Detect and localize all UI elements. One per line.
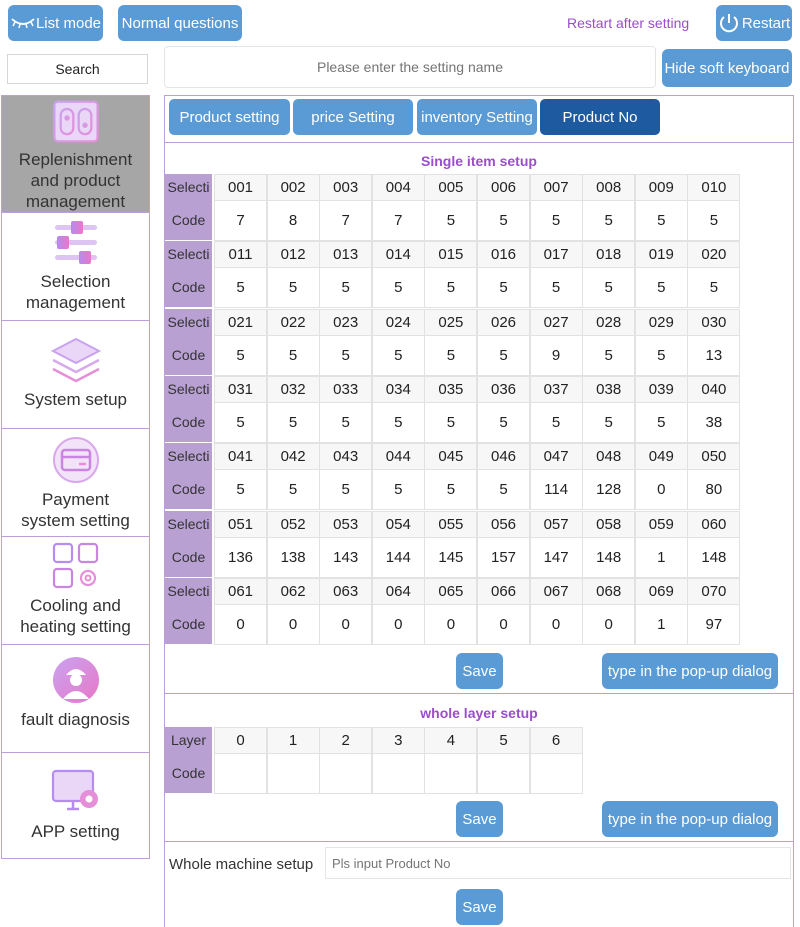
code-cell[interactable]: 9 bbox=[530, 335, 583, 376]
selection-number: 061 bbox=[214, 578, 267, 605]
restart-hint: Restart after setting bbox=[567, 15, 690, 31]
selection-number: 047 bbox=[530, 443, 583, 470]
selection-number: 036 bbox=[477, 376, 530, 403]
tab-product-setting[interactable]: Product setting bbox=[169, 99, 290, 135]
sidebar-item-label: Selection management bbox=[25, 272, 126, 312]
selection-number: 054 bbox=[372, 511, 425, 538]
selection-number: 016 bbox=[477, 241, 530, 268]
code-cell[interactable]: 5 bbox=[424, 267, 477, 308]
code-cell[interactable]: 5 bbox=[530, 200, 583, 241]
code-cell[interactable]: 138 bbox=[267, 537, 320, 578]
tab-product-no[interactable]: Product No bbox=[540, 99, 660, 135]
sidebar-item-app-setting[interactable] bbox=[2, 753, 149, 859]
selection-number: 051 bbox=[214, 511, 267, 538]
divider bbox=[165, 841, 793, 842]
code-cell[interactable]: 5 bbox=[582, 335, 635, 376]
restart-button[interactable] bbox=[716, 5, 792, 41]
code-cell[interactable]: 114 bbox=[530, 469, 583, 510]
layer-code-cell[interactable] bbox=[477, 753, 530, 794]
list-mode-button[interactable] bbox=[8, 5, 103, 41]
selection-number: 062 bbox=[267, 578, 320, 605]
code-cell[interactable]: 5 bbox=[267, 469, 320, 510]
code-cell[interactable]: 5 bbox=[424, 402, 477, 443]
whole-layer-title: whole layer setup bbox=[420, 705, 538, 721]
single-item-popup-button[interactable]: type in the pop-up dialog bbox=[602, 653, 778, 689]
selection-number: 021 bbox=[214, 309, 267, 336]
selection-number: 039 bbox=[635, 376, 688, 403]
code-cell[interactable]: 5 bbox=[477, 335, 530, 376]
code-cell[interactable]: 147 bbox=[530, 537, 583, 578]
eye-closed-icon bbox=[10, 17, 36, 29]
sidebar-item-payment[interactable] bbox=[2, 429, 149, 537]
selection-number: 018 bbox=[582, 241, 635, 268]
grid-row bbox=[165, 443, 742, 511]
row-header-code: Code bbox=[165, 753, 212, 793]
selection-number: 028 bbox=[582, 309, 635, 336]
code-cell[interactable]: 0 bbox=[214, 604, 267, 645]
grid-row bbox=[165, 309, 742, 377]
layer-code-cell[interactable] bbox=[530, 753, 583, 794]
sidebar-item-label: Payment system setting bbox=[21, 490, 130, 530]
grid-row bbox=[165, 241, 742, 309]
code-cell[interactable]: 148 bbox=[687, 537, 740, 578]
code-cell[interactable]: 5 bbox=[635, 267, 688, 308]
grid-row bbox=[165, 376, 742, 444]
code-cell[interactable]: 5 bbox=[477, 267, 530, 308]
selection-number: 029 bbox=[635, 309, 688, 336]
sliders-icon bbox=[49, 217, 103, 267]
selection-number: 045 bbox=[424, 443, 477, 470]
sidebar-item-replenishment[interactable] bbox=[2, 96, 149, 213]
code-cell[interactable]: 5 bbox=[635, 335, 688, 376]
payment-card-icon bbox=[49, 435, 103, 485]
selection-number: 052 bbox=[267, 511, 320, 538]
row-header-code: Code bbox=[165, 402, 212, 442]
selection-number: 015 bbox=[424, 241, 477, 268]
whole-machine-save-button[interactable]: Save bbox=[456, 889, 503, 925]
code-cell[interactable]: 5 bbox=[424, 335, 477, 376]
code-cell[interactable]: 5 bbox=[319, 335, 372, 376]
selection-number: 041 bbox=[214, 443, 267, 470]
code-cell[interactable]: 5 bbox=[477, 200, 530, 241]
code-cell[interactable]: 5 bbox=[687, 267, 740, 308]
code-cell[interactable]: 0 bbox=[424, 604, 477, 645]
engineer-icon bbox=[49, 655, 103, 705]
selection-number: 002 bbox=[267, 174, 320, 201]
monitor-gear-icon bbox=[49, 767, 103, 817]
code-cell[interactable]: 0 bbox=[477, 604, 530, 645]
selection-number: 035 bbox=[424, 376, 477, 403]
selection-number: 044 bbox=[372, 443, 425, 470]
selection-number: 068 bbox=[582, 578, 635, 605]
code-cell[interactable]: 144 bbox=[372, 537, 425, 578]
selection-number: 008 bbox=[582, 174, 635, 201]
row-header-code: Code bbox=[165, 469, 212, 509]
code-cell[interactable]: 0 bbox=[530, 604, 583, 645]
sidebar bbox=[1, 95, 150, 859]
row-header-code: Code bbox=[165, 537, 212, 577]
whole-machine-label: Whole machine setup bbox=[169, 856, 314, 873]
code-cell[interactable]: 136 bbox=[214, 537, 267, 578]
code-cell[interactable]: 0 bbox=[635, 469, 688, 510]
restart-label: Restart bbox=[741, 14, 791, 32]
grid-gear-icon bbox=[49, 541, 103, 591]
code-cell[interactable]: 0 bbox=[319, 604, 372, 645]
code-cell[interactable]: 5 bbox=[267, 402, 320, 443]
single-item-title: Single item setup bbox=[421, 153, 537, 169]
code-cell[interactable]: 148 bbox=[582, 537, 635, 578]
sidebar-item-selection[interactable] bbox=[2, 213, 149, 321]
code-cell[interactable]: 5 bbox=[582, 200, 635, 241]
code-cell[interactable]: 5 bbox=[635, 200, 688, 241]
selection-number: 020 bbox=[687, 241, 740, 268]
selection-number: 033 bbox=[319, 376, 372, 403]
selection-number: 023 bbox=[319, 309, 372, 336]
row-header-layer: Layer bbox=[165, 727, 212, 753]
selection-number: 046 bbox=[477, 443, 530, 470]
selection-number: 042 bbox=[267, 443, 320, 470]
sidebar-item-label: Cooling and heating setting bbox=[20, 596, 131, 636]
selection-number: 067 bbox=[530, 578, 583, 605]
code-cell[interactable]: 157 bbox=[477, 537, 530, 578]
code-cell[interactable]: 5 bbox=[530, 402, 583, 443]
single-item-save-button[interactable]: Save bbox=[456, 653, 503, 689]
selection-number: 024 bbox=[372, 309, 425, 336]
selection-number: 048 bbox=[582, 443, 635, 470]
hide-keyboard-button[interactable]: Hide soft keyboard bbox=[662, 49, 792, 87]
code-cell[interactable]: 5 bbox=[372, 267, 425, 308]
layer-number: 1 bbox=[267, 727, 320, 754]
replenishment-icon bbox=[49, 100, 103, 145]
selection-number: 053 bbox=[319, 511, 372, 538]
sidebar-item-cooling-heating[interactable] bbox=[2, 537, 149, 645]
layer-number: 0 bbox=[214, 727, 267, 754]
row-header-selection: Selecti bbox=[165, 241, 212, 267]
code-cell[interactable]: 5 bbox=[214, 267, 267, 308]
selection-number: 060 bbox=[687, 511, 740, 538]
tab-price-setting[interactable]: price Setting bbox=[293, 99, 413, 135]
code-cell[interactable]: 7 bbox=[319, 200, 372, 241]
grid-row bbox=[165, 727, 585, 795]
code-cell[interactable]: 5 bbox=[687, 200, 740, 241]
selection-number: 069 bbox=[635, 578, 688, 605]
layer-number: 2 bbox=[319, 727, 372, 754]
selection-number: 066 bbox=[477, 578, 530, 605]
sidebar-item-label: System setup bbox=[24, 390, 127, 409]
code-cell[interactable]: 97 bbox=[687, 604, 740, 645]
normal-questions-button[interactable]: Normal questions bbox=[118, 5, 242, 41]
row-header-selection: Selecti bbox=[165, 578, 212, 604]
code-cell[interactable]: 145 bbox=[424, 537, 477, 578]
sidebar-item-system-setup[interactable] bbox=[2, 321, 149, 429]
whole-layer-popup-button[interactable]: type in the pop-up dialog bbox=[602, 801, 778, 837]
code-cell[interactable]: 7 bbox=[372, 200, 425, 241]
layer-number: 3 bbox=[372, 727, 425, 754]
whole-layer-save-button[interactable]: Save bbox=[456, 801, 503, 837]
selection-number: 019 bbox=[635, 241, 688, 268]
selection-number: 001 bbox=[214, 174, 267, 201]
code-cell[interactable]: 5 bbox=[424, 469, 477, 510]
selection-number: 070 bbox=[687, 578, 740, 605]
selection-number: 022 bbox=[267, 309, 320, 336]
code-cell[interactable]: 8 bbox=[267, 200, 320, 241]
selection-number: 007 bbox=[530, 174, 583, 201]
code-cell[interactable]: 5 bbox=[319, 402, 372, 443]
code-cell[interactable]: 80 bbox=[687, 469, 740, 510]
power-icon bbox=[718, 12, 740, 34]
grid-row bbox=[165, 511, 742, 579]
selection-number: 013 bbox=[319, 241, 372, 268]
layers-icon bbox=[49, 335, 103, 385]
code-cell[interactable]: 13 bbox=[687, 335, 740, 376]
divider bbox=[165, 142, 793, 143]
selection-number: 026 bbox=[477, 309, 530, 336]
selection-number: 031 bbox=[214, 376, 267, 403]
code-cell[interactable]: 1 bbox=[635, 537, 688, 578]
selection-number: 037 bbox=[530, 376, 583, 403]
tab-inventory-setting[interactable]: inventory Setting bbox=[417, 99, 537, 135]
selection-number: 011 bbox=[214, 241, 267, 268]
code-cell[interactable]: 5 bbox=[635, 402, 688, 443]
code-cell[interactable]: 5 bbox=[372, 402, 425, 443]
selection-number: 058 bbox=[582, 511, 635, 538]
selection-number: 027 bbox=[530, 309, 583, 336]
selection-number: 003 bbox=[319, 174, 372, 201]
row-header-selection: Selecti bbox=[165, 443, 212, 469]
selection-number: 010 bbox=[687, 174, 740, 201]
selection-number: 055 bbox=[424, 511, 477, 538]
selection-number: 065 bbox=[424, 578, 477, 605]
code-cell[interactable]: 5 bbox=[477, 402, 530, 443]
row-header-code: Code bbox=[165, 335, 212, 375]
code-cell[interactable]: 7 bbox=[214, 200, 267, 241]
layer-code-cell[interactable] bbox=[319, 753, 372, 794]
code-cell[interactable]: 5 bbox=[214, 335, 267, 376]
selection-number: 043 bbox=[319, 443, 372, 470]
grid-row bbox=[165, 578, 742, 646]
layer-code-cell[interactable] bbox=[372, 753, 425, 794]
product-no-input[interactable] bbox=[325, 847, 791, 879]
code-cell[interactable]: 5 bbox=[319, 469, 372, 510]
selection-number: 057 bbox=[530, 511, 583, 538]
selection-number: 059 bbox=[635, 511, 688, 538]
code-cell[interactable]: 0 bbox=[582, 604, 635, 645]
layer-code-cell[interactable] bbox=[267, 753, 320, 794]
selection-number: 040 bbox=[687, 376, 740, 403]
search-button[interactable]: Search bbox=[7, 54, 148, 84]
selection-number: 004 bbox=[372, 174, 425, 201]
selection-number: 006 bbox=[477, 174, 530, 201]
selection-number: 050 bbox=[687, 443, 740, 470]
selection-number: 032 bbox=[267, 376, 320, 403]
code-cell[interactable]: 0 bbox=[267, 604, 320, 645]
code-cell[interactable]: 5 bbox=[214, 469, 267, 510]
row-header-code: Code bbox=[165, 267, 212, 307]
code-cell[interactable]: 5 bbox=[267, 267, 320, 308]
code-cell[interactable]: 5 bbox=[424, 200, 477, 241]
selection-number: 025 bbox=[424, 309, 477, 336]
code-cell[interactable]: 5 bbox=[319, 267, 372, 308]
code-cell[interactable]: 38 bbox=[687, 402, 740, 443]
code-cell[interactable]: 5 bbox=[267, 335, 320, 376]
code-cell[interactable]: 5 bbox=[582, 402, 635, 443]
code-cell[interactable]: 5 bbox=[530, 267, 583, 308]
selection-number: 038 bbox=[582, 376, 635, 403]
selection-number: 063 bbox=[319, 578, 372, 605]
selection-number: 030 bbox=[687, 309, 740, 336]
selection-number: 034 bbox=[372, 376, 425, 403]
code-cell[interactable]: 5 bbox=[372, 335, 425, 376]
row-header-selection: Selecti bbox=[165, 309, 212, 335]
selection-number: 017 bbox=[530, 241, 583, 268]
layer-code-cell[interactable] bbox=[214, 753, 267, 794]
selection-number: 064 bbox=[372, 578, 425, 605]
code-cell[interactable]: 5 bbox=[372, 469, 425, 510]
row-header-code: Code bbox=[165, 604, 212, 644]
main-panel bbox=[164, 95, 794, 927]
setting-name-input[interactable] bbox=[164, 46, 656, 88]
selection-number: 009 bbox=[635, 174, 688, 201]
code-cell[interactable]: 0 bbox=[372, 604, 425, 645]
layer-number: 4 bbox=[424, 727, 477, 754]
selection-number: 049 bbox=[635, 443, 688, 470]
selection-number: 056 bbox=[477, 511, 530, 538]
code-cell[interactable]: 128 bbox=[582, 469, 635, 510]
row-header-selection: Selecti bbox=[165, 174, 212, 200]
list-mode-label: List mode bbox=[35, 14, 102, 32]
selection-number: 014 bbox=[372, 241, 425, 268]
selection-number: 012 bbox=[267, 241, 320, 268]
row-header-selection: Selecti bbox=[165, 511, 212, 537]
code-cell[interactable]: 143 bbox=[319, 537, 372, 578]
layer-number: 6 bbox=[530, 727, 583, 754]
sidebar-item-label: fault diagnosis bbox=[21, 710, 130, 729]
layer-code-cell[interactable] bbox=[424, 753, 477, 794]
layer-number: 5 bbox=[477, 727, 530, 754]
code-cell[interactable]: 5 bbox=[582, 267, 635, 308]
grid-row bbox=[165, 174, 742, 242]
sidebar-item-fault-diagnosis[interactable] bbox=[2, 645, 149, 753]
sidebar-item-label: APP setting bbox=[31, 822, 120, 841]
code-cell[interactable]: 5 bbox=[214, 402, 267, 443]
selection-number: 005 bbox=[424, 174, 477, 201]
sidebar-item-label: Replenishment and product management bbox=[18, 150, 133, 211]
divider bbox=[165, 693, 793, 694]
code-cell[interactable]: 1 bbox=[635, 604, 688, 645]
row-header-code: Code bbox=[165, 200, 212, 240]
row-header-selection: Selecti bbox=[165, 376, 212, 402]
code-cell[interactable]: 5 bbox=[477, 469, 530, 510]
